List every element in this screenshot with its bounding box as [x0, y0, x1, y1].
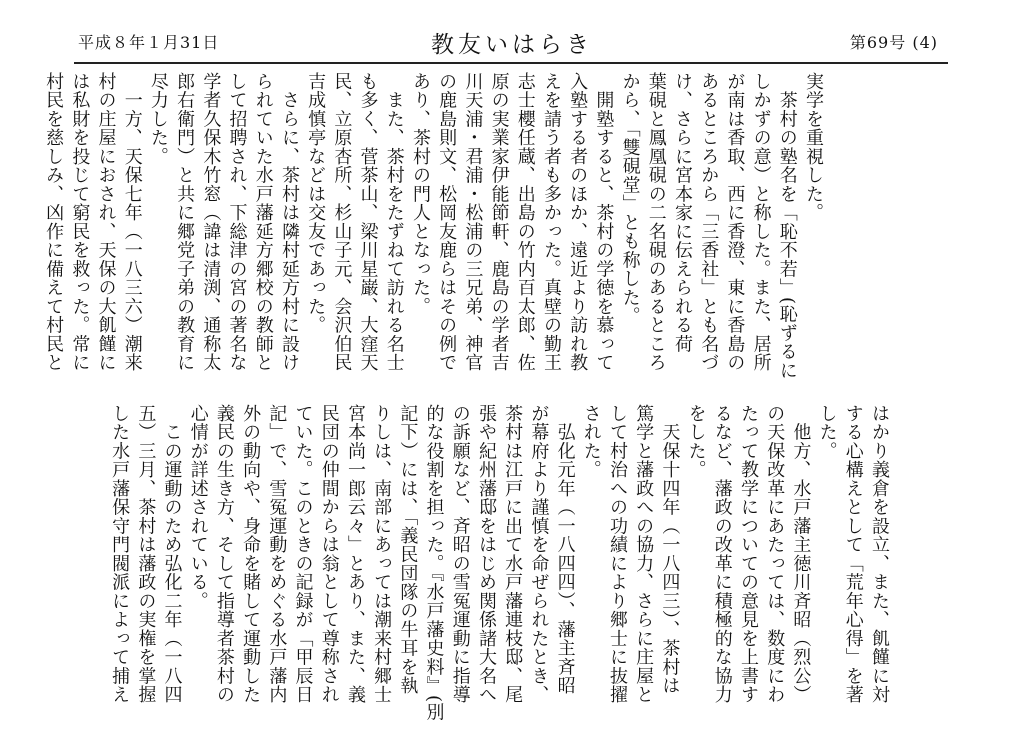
text-line: 吉成慎亭などは交友であった。 — [305, 72, 327, 335]
text-line: 村民を慈しみ、凶作に備えて村民と — [43, 72, 65, 372]
text-line: 天保十四年（一八四三）、茶村は — [659, 404, 681, 695]
text-line: 茶村の塾名を「恥不若」(恥ずるに — [776, 72, 798, 380]
text-line: 村の庄屋におされ、天保の大飢饉に — [95, 72, 117, 372]
text-line: が幕府より謹慎を命ぜられたとき、 — [528, 404, 550, 704]
text-line: あり、茶村の門人となった。 — [409, 72, 431, 316]
text-line: の天保改革にあたっては、数度にわ — [764, 404, 786, 704]
text-line: また、茶村をたずねて訪れる名士 — [383, 72, 405, 372]
text-line: された。 — [580, 404, 602, 479]
text-line: 実学を重視した。 — [803, 72, 824, 222]
text-line: はかり義倉を設立、また、飢饉に対 — [869, 404, 890, 704]
text-line: をした。 — [685, 404, 707, 479]
text-line: たって教学についての意見を上書す — [737, 404, 759, 704]
text-line: 記」で、雪冤運動をめぐる水戸藩内 — [266, 404, 288, 704]
text-line: 一方、天保七年（一八三六）潮来 — [121, 72, 143, 372]
text-line: 五）三月、茶村は藩政の実権を掌握 — [135, 404, 157, 704]
text-line: 尽力した。 — [147, 72, 169, 166]
text-line: あるところから「三香社」とも名づ — [698, 72, 720, 372]
text-line: 民団の仲間からは翁として尊称され — [318, 404, 340, 704]
text-line: 開塾すると、茶村の学徳を慕って — [593, 72, 615, 372]
issue-number: 第69号 (4) — [849, 33, 938, 52]
text-line: 外の動向や、身命を賭して運動した — [240, 404, 262, 704]
text-line: 義民の生き方、そして指導者茶村の — [213, 404, 235, 704]
text-line: する心構えとして「荒年心得」を著 — [842, 404, 864, 704]
text-line: 茶村は江戸に出て水戸藩連枝邸、尾 — [502, 404, 524, 704]
text-line: 民、立原杏所、杉山子元、会沢伯民 — [331, 72, 353, 372]
text-line: るなど、藩政の改革に積極的な協力 — [711, 404, 733, 704]
text-line: 川天浦・君浦・松浦の三兄弟、神官 — [462, 72, 484, 372]
text-line: 的な役割を担った。『水戸藩史料』(別 — [423, 404, 445, 722]
text-line: 心情が詳述されている。 — [187, 404, 209, 611]
text-line: ていた。このときの記録が「甲辰日 — [292, 404, 314, 704]
text-line: しかずの意）と称した。また、居所 — [750, 72, 772, 372]
text-line: 葉硯と鳳凰硯の二名硯のあるところ — [645, 72, 667, 372]
text-line: りしは、南部にあっては潮来村郷士 — [371, 404, 393, 704]
text-line: 篤学と藩政への協力、さらに庄屋と — [633, 404, 655, 704]
text-line: 原の実業家伊能節軒、鹿島の学者吉 — [488, 72, 510, 372]
text-line: した水戸藩保守門閥派によって捕え — [109, 404, 131, 704]
text-line: 入塾する者のほか、遠近より訪れ教 — [567, 72, 589, 372]
text-line: 記下）には、「義民団隊の牛耳を執 — [397, 404, 419, 695]
text-line: られていた水戸藩延方郷校の教師と — [252, 72, 274, 372]
text-line: この運動のため弘化二年（一八四 — [161, 404, 183, 704]
page-header — [0, 0, 1024, 66]
text-line: 学者久保木竹窓（諱は清渕、通称太 — [200, 72, 222, 372]
text-line: 他方、水戸藩主徳川斉昭（烈公） — [790, 404, 812, 704]
article-top-block — [43, 72, 826, 397]
text-line: から、「雙硯堂」とも称した。 — [619, 72, 641, 326]
newsletter-title: 教友いはらき — [431, 32, 593, 58]
text-line: は私財を投じて窮民を救った。常に — [69, 72, 91, 372]
article-bottom-block — [109, 404, 892, 729]
header-divider — [74, 62, 948, 64]
text-line: が南は香取、西に香澄、東に香島の — [724, 72, 746, 372]
text-line: 弘化元年（一八四四）、藩主斉昭 — [554, 404, 576, 695]
text-line: も多く、菅茶山、梁川星巌、大窪天 — [357, 72, 379, 372]
publication-date: 平成８年１月31日 — [78, 33, 220, 52]
text-line: の訴願など、斉昭の雪冤運動に指導 — [449, 404, 471, 704]
text-line: さらに、茶村は隣村延方村に設け — [278, 72, 300, 372]
text-line: 宮本尚一郎云々」とあり、また、義 — [344, 404, 366, 704]
text-line: 志士櫻任蔵、出島の竹内百太郎、佐 — [514, 72, 536, 372]
text-line: して招聘され、下総津の宮の著名な — [226, 72, 248, 372]
text-line: け、さらに宮本家に伝えられる荷 — [671, 72, 693, 354]
text-line: えを請う者も多かった。真壁の勤王 — [540, 72, 562, 372]
text-line: 郎右衛門）と共に郷党子弟の教育に — [174, 72, 196, 372]
text-line: の鹿島則文、松岡友鹿らはその例で — [436, 72, 458, 372]
text-line: して村治への功績により郷士に抜擢 — [606, 404, 628, 704]
text-line: 張や紀州藩邸をはじめ関係諸大名へ — [475, 404, 497, 704]
text-line: した。 — [816, 404, 838, 461]
